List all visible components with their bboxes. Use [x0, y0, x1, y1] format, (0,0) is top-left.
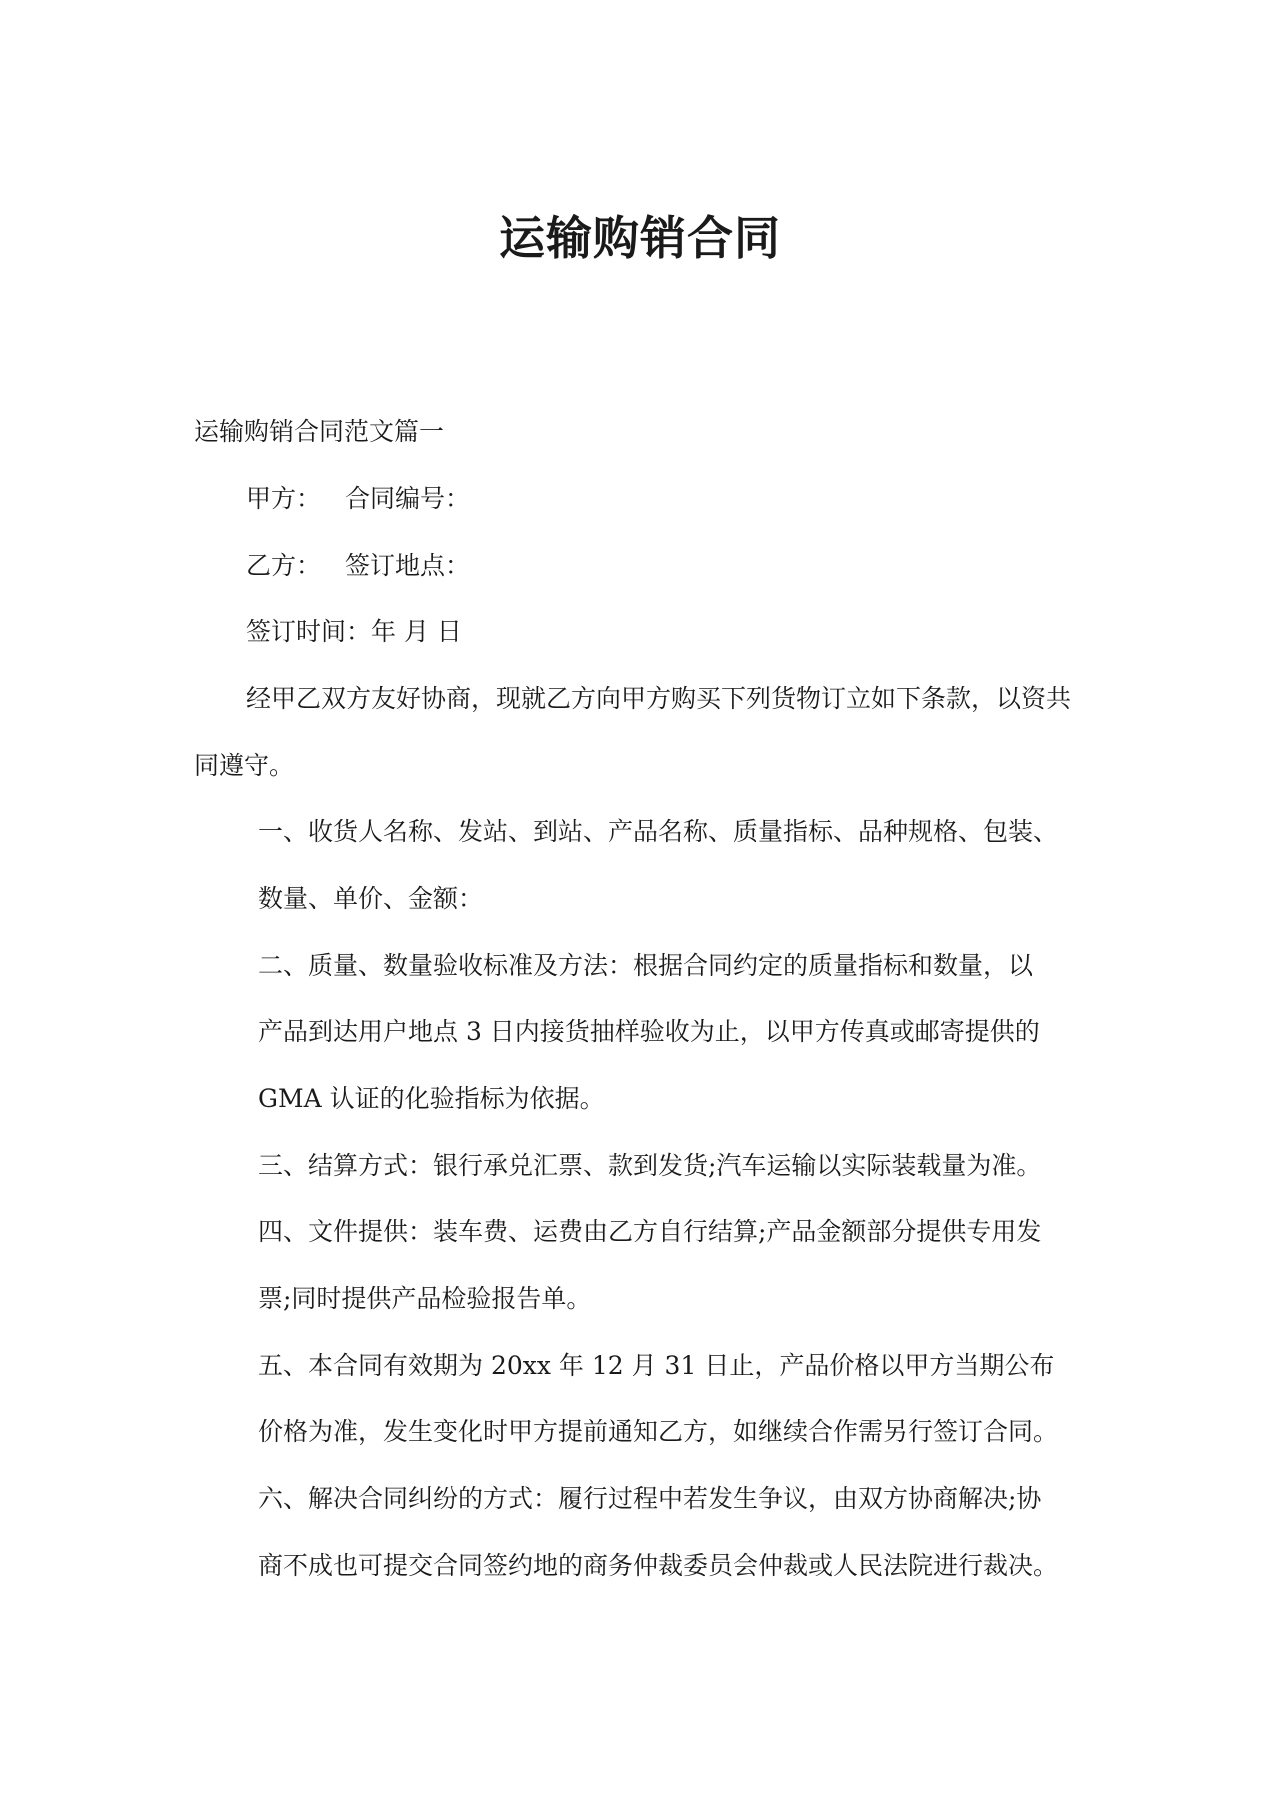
clause-5-line-2: 价格为准，发生变化时甲方提前通知乙方，如继续合作需另行签订合同。	[258, 1417, 1059, 1446]
document-title: 运输购销合同	[499, 211, 781, 265]
clause-1-line-2: 数量、单价、金额：	[258, 884, 484, 913]
sign-time-label: 签订时间：年 月 日	[246, 617, 462, 646]
contract-number-label: 合同编号：	[345, 484, 471, 513]
section-heading: 运输购销合同范文篇一	[194, 417, 445, 446]
clause-5-line-1: 五、本合同有效期为 20xx 年 12 月 31 日止，产品价格以甲方当期公布	[258, 1351, 1055, 1380]
party-a-row	[246, 482, 470, 516]
party-a-label: 甲方：	[246, 484, 322, 513]
party-b-label: 乙方：	[246, 551, 322, 580]
sign-place-label: 签订地点：	[345, 551, 471, 580]
clause-4-line-2: 票;同时提供产品检验报告单。	[258, 1284, 592, 1313]
party-b-row	[246, 549, 470, 583]
clause-6-line-1: 六、解决合同纠纷的方式：履行过程中若发生争议，由双方协商解决;协	[258, 1484, 1042, 1513]
clause-2-line-2: 产品到达用户地点 3 日内接货抽样验收为止，以甲方传真或邮寄提供的	[258, 1017, 1040, 1046]
intro-line-1: 经甲乙双方友好协商，现就乙方向甲方购买下列货物订立如下条款，以资共	[246, 684, 1072, 713]
clause-6-line-2: 商不成也可提交合同签约地的商务仲裁委员会仲裁或人民法院进行裁决。	[258, 1551, 1059, 1580]
clause-2-line-1: 二、质量、数量验收标准及方法：根据合同约定的质量指标和数量，以	[258, 951, 1034, 980]
clause-1-line-1: 一、收货人名称、发站、到站、产品名称、质量指标、品种规格、包装、	[258, 817, 1059, 846]
intro-line-2: 同遵守。	[194, 751, 295, 780]
clause-3-line-1: 三、结算方式：银行承兑汇票、款到发货;汽车运输以实际装载量为准。	[258, 1151, 1042, 1180]
clause-4-line-1: 四、文件提供：装车费、运费由乙方自行结算;产品金额部分提供专用发	[258, 1217, 1042, 1246]
clause-2-line-3: GMA 认证的化验指标为依据。	[258, 1084, 605, 1113]
